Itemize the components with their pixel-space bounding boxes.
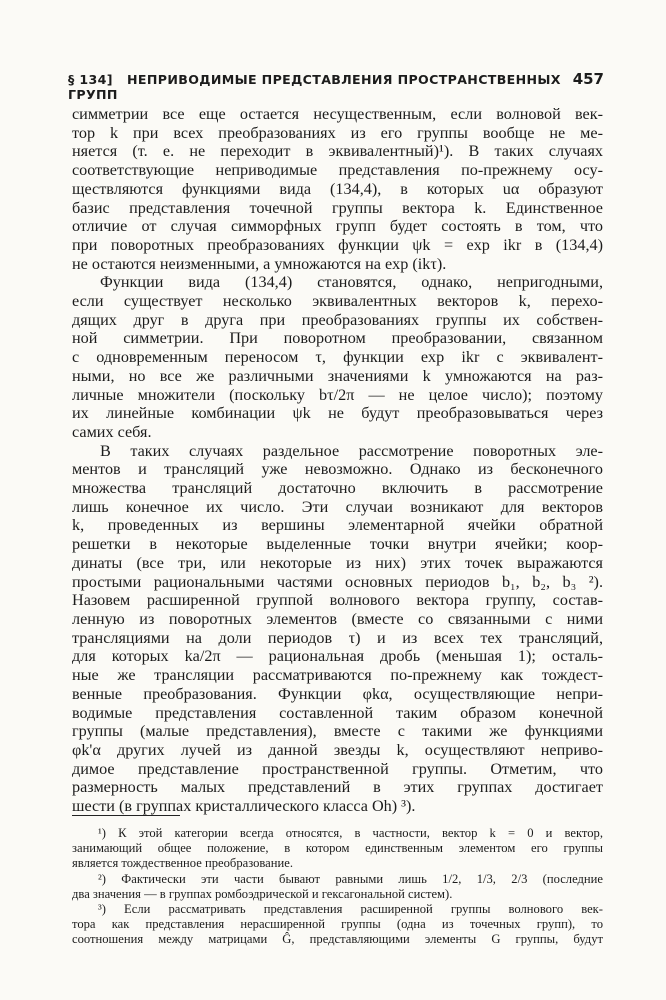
- footnote-2: [72, 872, 603, 902]
- page-number: 457: [572, 70, 604, 88]
- section-number: § 134]: [68, 72, 113, 87]
- text-line: ментов и трансляций уже невозможно. Однако из бесконечного: [72, 460, 603, 479]
- text-line: является тождественное преобразование.: [72, 856, 293, 871]
- text-line: личные множители (поскольку bτ/2π — не целое число); поэтому: [72, 385, 603, 404]
- text-line: венные преобразования. Функции φkα, осуществляющие непри-: [72, 684, 603, 703]
- text-line: лишь конечное их число. Эти случаи возникают для векторов: [72, 497, 603, 516]
- text-line: ществляются функциями вида (134,4), в которых uα образуют: [72, 179, 603, 198]
- text-line: тор k при всех преобразованиях из его группы вообще не ме-: [72, 123, 603, 142]
- footnote-rule: [72, 815, 180, 816]
- text-line: простыми рациональными частями основных периодов b₁, b₂, b₃ ²).: [72, 572, 603, 591]
- text-line: ленную из поворотных элементов (вместе со связанными с ними: [72, 609, 603, 628]
- footnote-3: [72, 902, 603, 948]
- text-line: два значения — в группах ромбоэдрической и гексагональной систем).: [72, 886, 453, 901]
- paragraph-1: [72, 105, 603, 273]
- text-line: В таких случаях раздельное рассмотрение поворотных эле-: [100, 441, 603, 460]
- text-line: димое представление пространственной группы. Отметим, что: [72, 759, 603, 778]
- header-title: [68, 72, 573, 102]
- text-line: ³) Если рассматривать представления расширенной группы волнового век-: [98, 902, 603, 917]
- running-header: [68, 70, 604, 102]
- text-line: соотношения между матрицами Ĝ, представляющими элементы G группы, будут: [72, 932, 603, 947]
- text-line: размерность малых представлений в этих группах достигает: [72, 778, 603, 797]
- text-line: их линейные комбинации ψk не будут преобразовываться через: [72, 404, 603, 423]
- text-line: с одновременным переносом τ, функции exp ikr с эквивалент-: [72, 348, 603, 367]
- text-line: если существует несколько эквивалентных векторов k, перехо-: [72, 292, 603, 311]
- text-line: ными, но все же различными значениями k умножаются на раз-: [72, 366, 603, 385]
- text-line: динаты (все три, или некоторые из них) этих точек выражаются: [72, 553, 603, 572]
- text-line: φk'α других лучей из данной звезды k, осуществляют неприво-: [72, 740, 603, 759]
- text-line: шести (в группах кристаллического класса Oh) ³).: [72, 797, 416, 816]
- text-line: при поворотных преобразованиях функции ψk = exp ikr в (134,4): [72, 235, 603, 254]
- text-line: Назовем расширенной группой волнового вектора группу, состав-: [72, 591, 603, 610]
- text-line: решетки в некоторые выделенные точки внутри ячейки; коор-: [72, 535, 603, 554]
- text-line: няется (т. е. не переходит в эквивалентный)¹). В таких случаях: [72, 142, 603, 161]
- text-line: соответствующие неприводимые представления по-прежнему осу-: [72, 161, 603, 180]
- footnote-1: [72, 826, 603, 872]
- text-line: k, проведенных из вершины элементарной ячейки обратной: [72, 516, 603, 535]
- text-line: трансляциями на доли периодов τ) и из всех тех трансляций,: [72, 628, 603, 647]
- text-line: группы (малые представления), вместе с такими же функциями: [72, 722, 603, 741]
- text-line: ¹) К этой категории всегда относятся, в частности, вектор k = 0 и вектор,: [98, 826, 603, 840]
- text-line: ные же трансляции рассматриваются по-прежнему как тождест-: [72, 666, 603, 685]
- text-line: ²) Фактически эти части бывают равными лишь 1/2, 1/3, 2/3 (последние: [98, 871, 603, 886]
- text-line: симметрии все еще остается несущественным, если волновой век-: [72, 105, 603, 123]
- text-line: для которых ka/2π — рациональная дробь (меньшая 1); осталь-: [72, 647, 603, 666]
- text-line: тора как представления нерасширенной группы (одна из точечных групп), то: [72, 917, 603, 932]
- chapter-title: НЕПРИВОДИМЫЕ ПРЕДСТАВЛЕНИЯ ПРОСТРАНСТВЕННЫХ ГРУПП: [68, 72, 561, 102]
- text-line: водимые представления составленной таким образом конечной: [72, 703, 603, 722]
- paragraph-2: [72, 273, 603, 441]
- text-line: самих себя.: [72, 422, 152, 441]
- text-line: отличие от случая симморфных групп будет состоять в том, что: [72, 217, 603, 236]
- text-line: множества трансляций достаточно включить в рассмотрение: [72, 479, 603, 498]
- text-line: Функции вида (134,4) становятся, однако, непригодными,: [100, 273, 603, 292]
- footnotes: [72, 826, 603, 948]
- paragraph-3: [72, 442, 603, 816]
- text-line: ной симметрии. При поворотном преобразовании, связанном: [72, 329, 603, 348]
- text-line: базис представления точечной группы вектора k. Единственное: [72, 198, 603, 217]
- text-line: занимающий общее положение, в котором единственным элементом его группы: [72, 841, 603, 856]
- text-line: не остаются неизменными, а умножаются на exp (ikτ).: [72, 254, 447, 273]
- text-line: дящих друг в друга при преобразованиях группы их собствен-: [72, 310, 603, 329]
- main-text: [72, 105, 603, 816]
